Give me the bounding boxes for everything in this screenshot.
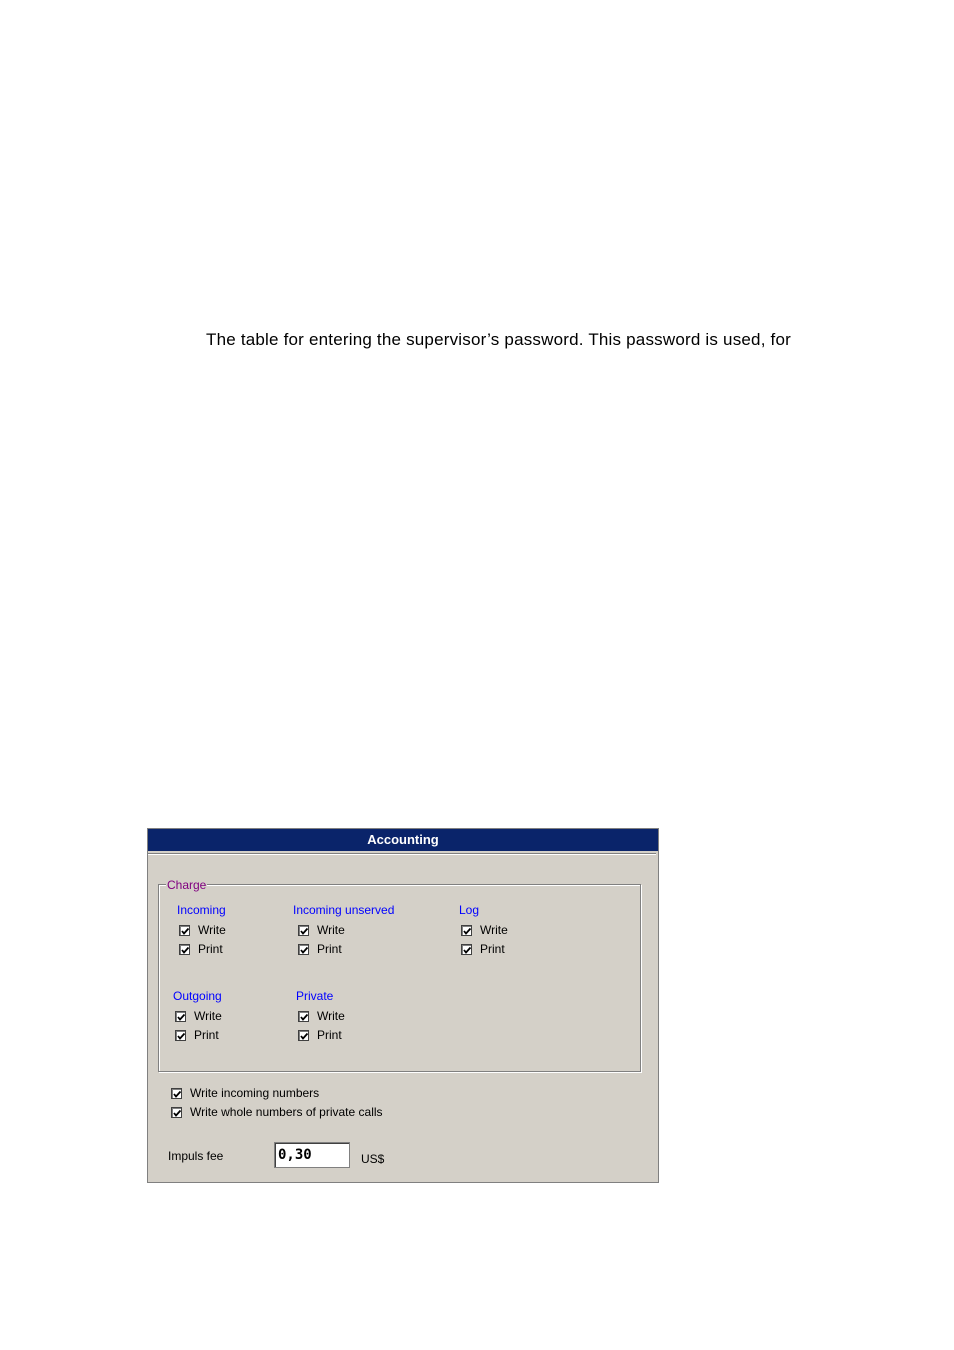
private-print-checkbox[interactable]	[298, 1028, 342, 1042]
charge-groupbox	[158, 884, 641, 1072]
checkbox-checked-icon[interactable]	[298, 1030, 309, 1041]
group-title-log: Log	[459, 903, 480, 917]
checkbox-checked-icon[interactable]	[461, 944, 472, 955]
checkbox-checked-icon[interactable]	[298, 925, 309, 936]
log-write-checkbox[interactable]	[461, 923, 508, 937]
checkbox-label: Write incoming numbers	[190, 1086, 320, 1100]
currency-unit: US$	[361, 1152, 385, 1166]
group-title-incoming: Incoming	[177, 903, 226, 917]
impuls-fee-label: Impuls fee	[168, 1149, 224, 1163]
checkbox-label: Write	[198, 923, 226, 937]
accounting-dialog	[147, 828, 659, 1183]
checkbox-checked-icon[interactable]	[298, 944, 309, 955]
write-incoming-numbers-checkbox[interactable]	[171, 1086, 319, 1100]
write-whole-numbers-private-checkbox[interactable]	[171, 1105, 383, 1119]
checkbox-label: Write	[480, 923, 508, 937]
private-write-checkbox[interactable]	[298, 1009, 345, 1023]
checkbox-checked-icon[interactable]	[171, 1088, 182, 1099]
group-title-outgoing: Outgoing	[173, 989, 222, 1003]
checkbox-checked-icon[interactable]	[179, 925, 190, 936]
title-separator	[148, 853, 656, 855]
checkbox-checked-icon[interactable]	[298, 1011, 309, 1022]
checkbox-label: Print	[198, 942, 223, 956]
checkbox-checked-icon[interactable]	[175, 1030, 186, 1041]
checkbox-label: Write	[317, 923, 345, 937]
checkbox-checked-icon[interactable]	[461, 925, 472, 936]
checkbox-checked-icon[interactable]	[175, 1011, 186, 1022]
document-paragraph-line: The table for entering the supervisor’s password. This password is used, for	[206, 330, 791, 349]
dialog-title: Accounting	[148, 829, 658, 851]
checkbox-label: Print	[194, 1028, 219, 1042]
checkbox-label: Print	[480, 942, 505, 956]
outgoing-print-checkbox[interactable]	[175, 1028, 219, 1042]
outgoing-write-checkbox[interactable]	[175, 1009, 222, 1023]
incoming-unserved-write-checkbox[interactable]	[298, 923, 345, 937]
group-title-private: Private	[296, 989, 334, 1003]
checkbox-label: Write	[194, 1009, 222, 1023]
checkbox-checked-icon[interactable]	[171, 1107, 182, 1118]
group-title-incoming-unserved: Incoming unserved	[293, 903, 395, 917]
checkbox-label: Write	[317, 1009, 345, 1023]
log-print-checkbox[interactable]	[461, 942, 505, 956]
checkbox-label: Write whole numbers of private calls	[190, 1105, 383, 1119]
checkbox-label: Print	[317, 1028, 342, 1042]
incoming-unserved-print-checkbox[interactable]	[298, 942, 342, 956]
checkbox-checked-icon[interactable]	[179, 944, 190, 955]
checkbox-label: Print	[317, 942, 342, 956]
impuls-fee-input[interactable]: 0,30	[274, 1142, 350, 1168]
charge-legend: Charge	[167, 878, 207, 892]
incoming-write-checkbox[interactable]	[179, 923, 226, 937]
incoming-print-checkbox[interactable]	[179, 942, 223, 956]
